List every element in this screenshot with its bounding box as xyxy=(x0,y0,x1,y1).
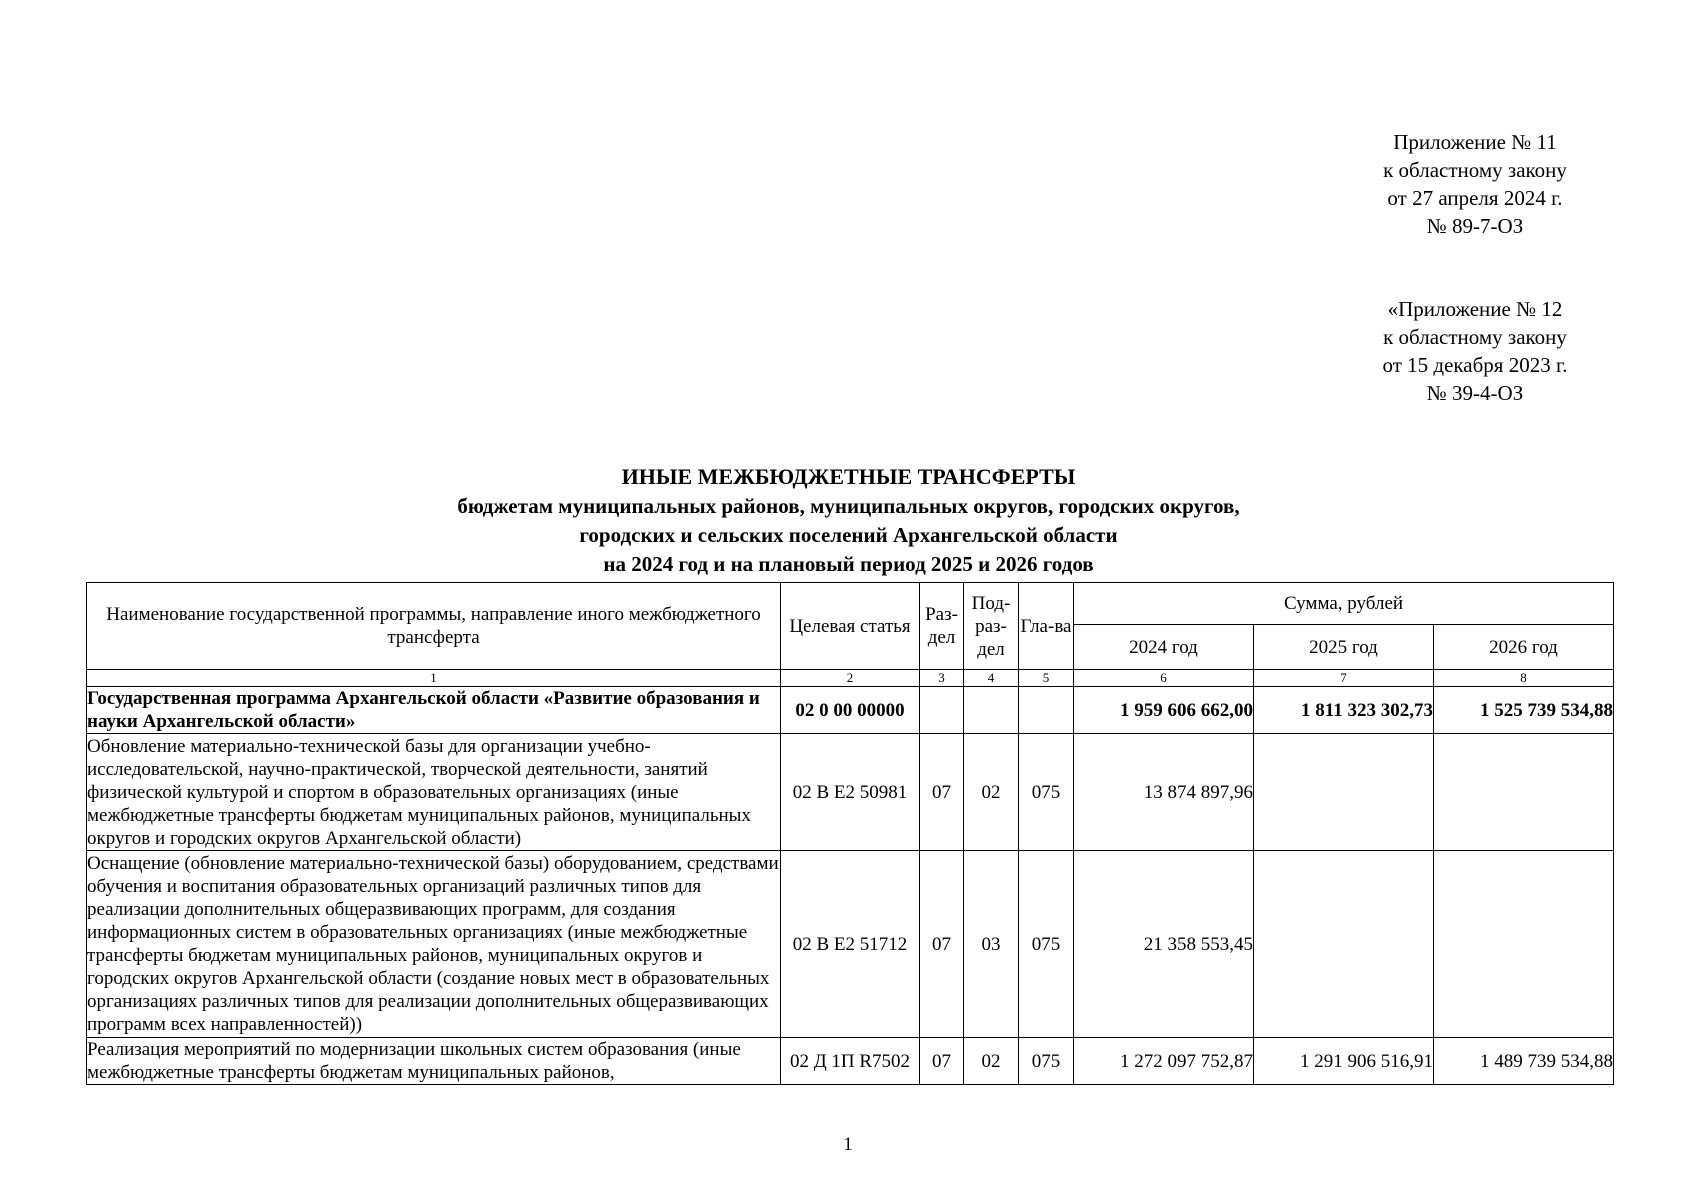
appendix-law-label: к областному закону xyxy=(1383,158,1567,182)
column-number: 5 xyxy=(1019,670,1074,687)
column-number-row xyxy=(87,670,1614,687)
table-row xyxy=(87,851,1614,1038)
appendix-law-number: № 89-7-ОЗ xyxy=(1426,214,1524,238)
header-year-2025: 2025 год xyxy=(1254,625,1434,670)
header-subsection: Под-раз-дел xyxy=(964,583,1019,670)
header-year-2024: 2024 год xyxy=(1074,625,1254,670)
row-chapter: 075 xyxy=(1019,851,1074,1038)
column-number: 2 xyxy=(781,670,920,687)
header-sum: Сумма, рублей xyxy=(1074,583,1614,625)
row-target-article: 02 0 00 00000 xyxy=(781,687,920,734)
row-amount-2025 xyxy=(1254,851,1434,1038)
row-chapter: 075 xyxy=(1019,1038,1074,1085)
row-subsection: 03 xyxy=(964,851,1019,1038)
header-name: Наименование государственной программы, направление иного межбюджетного трансферта xyxy=(87,583,781,670)
row-amount-2026 xyxy=(1434,734,1614,851)
column-number: 8 xyxy=(1434,670,1614,687)
appendix-number: «Приложение № 12 xyxy=(1387,297,1563,321)
row-amount-2024: 13 874 897,96 xyxy=(1074,734,1254,851)
column-number: 1 xyxy=(87,670,781,687)
row-amount-2024: 1 272 097 752,87 xyxy=(1074,1038,1254,1085)
column-number: 7 xyxy=(1254,670,1434,687)
appendix-original-reference xyxy=(1325,295,1625,407)
document-title xyxy=(300,462,1397,579)
row-amount-2025 xyxy=(1254,734,1434,851)
header-target-article: Целевая статья xyxy=(781,583,920,670)
row-name: Оснащение (обновление материально-технической базы) оборудованием, средствами обучения и воспитания образовательных организаций различных типов для реализации дополнительных общеразвивающих программ, для создания информационных систем в образовательных организациях (иные межбюджетные трансферты бюджетам муниципальных районов, муниципальных округов и городских округов Архангельской области (создание новых мест в образовательных организациях различных типов для реализации дополнительных общеразвивающих программ всех направленностей)) xyxy=(87,851,781,1038)
row-amount-2024: 21 358 553,45 xyxy=(1074,851,1254,1038)
column-number: 3 xyxy=(920,670,964,687)
row-amount-2026: 1 489 739 534,88 xyxy=(1434,1038,1614,1085)
row-target-article: 02 Д 1П R7502 xyxy=(781,1038,920,1085)
row-subsection: 02 xyxy=(964,1038,1019,1085)
title-line-1: ИНЫЕ МЕЖБЮДЖЕТНЫЕ ТРАНСФЕРТЫ xyxy=(621,464,1076,489)
appendix-number: Приложение № 11 xyxy=(1393,130,1557,154)
page-number: 1 xyxy=(843,1134,853,1155)
column-number: 4 xyxy=(964,670,1019,687)
header-chapter: Гла-ва xyxy=(1019,583,1074,670)
row-chapter: 075 xyxy=(1019,734,1074,851)
title-line-2: бюджетам муниципальных районов, муниципальных округов, городских округов, xyxy=(457,494,1240,518)
row-section: 07 xyxy=(920,851,964,1038)
row-section xyxy=(920,687,964,734)
appendix-law-date: от 27 апреля 2024 г. xyxy=(1387,186,1563,210)
row-chapter xyxy=(1019,687,1074,734)
transfers-table xyxy=(86,582,1614,1085)
appendix-current-reference xyxy=(1325,128,1625,240)
row-target-article: 02 В Е2 51712 xyxy=(781,851,920,1038)
table-row xyxy=(87,1038,1614,1085)
row-amount-2025: 1 291 906 516,91 xyxy=(1254,1038,1434,1085)
title-line-3: городских и сельских поселений Архангельской области xyxy=(579,523,1118,547)
table-row xyxy=(87,687,1614,734)
row-name: Реализация мероприятий по модернизации школьных систем образования (иные межбюджетные трансферты бюджетам муниципальных районов, xyxy=(87,1038,781,1085)
row-subsection: 02 xyxy=(964,734,1019,851)
row-target-article: 02 В Е2 50981 xyxy=(781,734,920,851)
row-amount-2026 xyxy=(1434,851,1614,1038)
table-row xyxy=(87,734,1614,851)
appendix-law-label: к областному закону xyxy=(1383,325,1567,349)
row-amount-2024: 1 959 606 662,00 xyxy=(1074,687,1254,734)
row-subsection xyxy=(964,687,1019,734)
row-amount-2025: 1 811 323 302,73 xyxy=(1254,687,1434,734)
row-section: 07 xyxy=(920,734,964,851)
header-section: Раз-дел xyxy=(920,583,964,670)
appendix-law-number: № 39-4-ОЗ xyxy=(1426,381,1524,405)
column-number: 6 xyxy=(1074,670,1254,687)
row-name: Государственная программа Архангельской области «Развитие образования и науки Архангельской области» xyxy=(87,687,781,734)
header-year-2026: 2026 год xyxy=(1434,625,1614,670)
row-name: Обновление материально-технической базы для организации учебно-исследовательской, научно-практической, творческой деятельности, занятий физической культурой и спортом в образовательных организациях (иные межбюджетные трансферты бюджетам муниципальных районов, муниципальных округов и городских округов Архангельской области) xyxy=(87,734,781,851)
row-amount-2026: 1 525 739 534,88 xyxy=(1434,687,1614,734)
appendix-law-date: от 15 декабря 2023 г. xyxy=(1382,353,1568,377)
row-section: 07 xyxy=(920,1038,964,1085)
title-line-4: на 2024 год и на плановый период 2025 и 2026 годов xyxy=(603,552,1094,576)
